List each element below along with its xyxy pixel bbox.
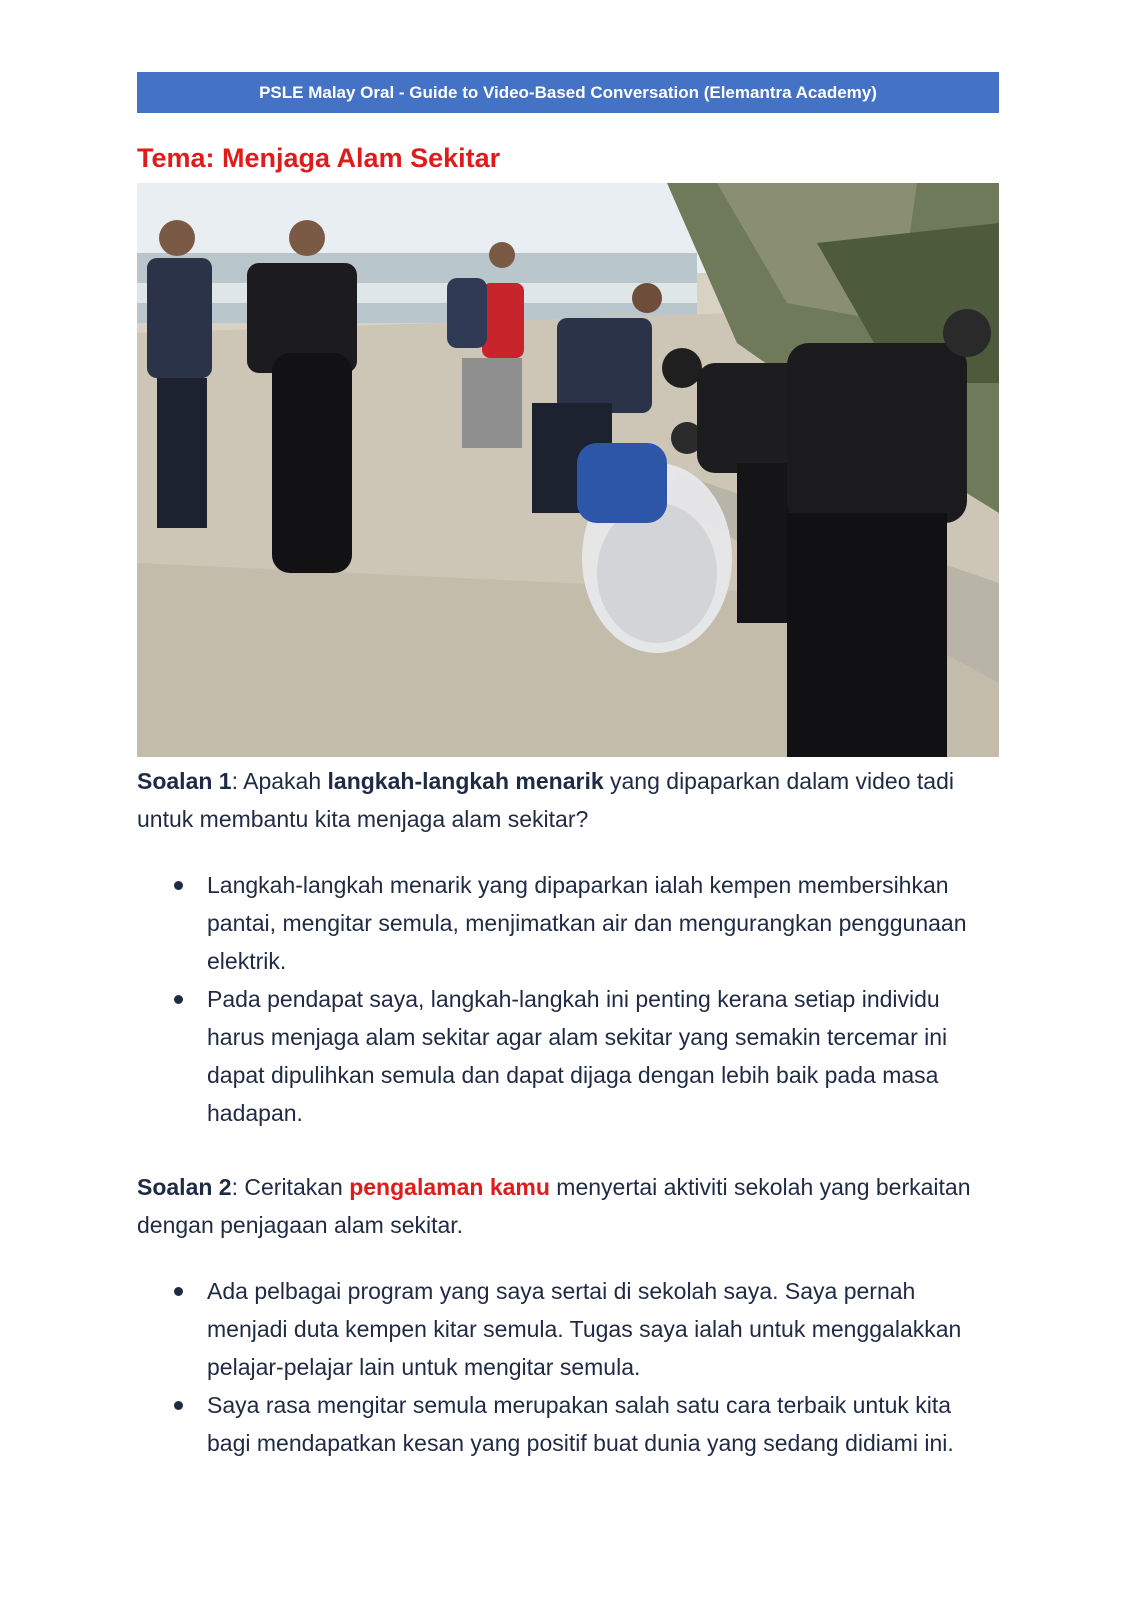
list-item: Saya rasa mengitar semula merupakan salah satu cara terbaik untuk kita bagi mendapatkan kesan yang positif buat dunia yang sedang didiami ini.: [137, 1386, 999, 1462]
document-page: [137, 0, 999, 1600]
question-2-after: menyertai aktiviti sekolah yang berkaitan dengan penjagaan alam sekitar.: [137, 1174, 971, 1238]
question-1-keyword: langkah-langkah menarik: [327, 768, 604, 794]
header-bar: [137, 72, 999, 113]
question-1-before: : Apakah: [231, 768, 328, 794]
list-item: Ada pelbagai program yang saya sertai di sekolah saya. Saya pernah menjadi duta kempen kitar semula. Tugas saya ialah untuk menggalakkan pelajar-pelajar lain untuk mengitar semula.: [137, 1272, 999, 1386]
question-1-label: Soalan 1: [137, 768, 232, 794]
bullet-icon: [174, 1401, 183, 1410]
list-item: Pada pendapat saya, langkah-langkah ini penting kerana setiap individu harus menjaga alam sekitar agar alam sekitar yang semakin tercemar ini dapat dipulihkan semula dan dapat dijaga dengan lebih baik pada masa hadapan.: [137, 980, 999, 1132]
question-2: [137, 1168, 999, 1244]
bullet-icon: [174, 881, 183, 890]
list-item: Langkah-langkah menarik yang dipaparkan ialah kempen membersihkan pantai, mengitar semula, menjimatkan air dan mengurangkan penggunaan elektrik.: [137, 866, 999, 980]
bullet-icon: [174, 1287, 183, 1296]
question-1: [137, 762, 999, 838]
question-2-keyword: pengalaman kamu: [349, 1174, 550, 1200]
header-title: PSLE Malay Oral - Guide to Video-Based Conversation (Elemantra Academy): [259, 82, 877, 102]
answers-2-list: [137, 1272, 999, 1462]
question-2-before: : Ceritakan: [231, 1174, 350, 1200]
question-2-label: Soalan 2: [137, 1174, 232, 1200]
beach-cleanup-photo: [137, 183, 999, 757]
question-1-after: yang dipaparkan dalam video tadi untuk membantu kita menjaga alam sekitar?: [137, 768, 954, 832]
answers-1-list: [137, 866, 999, 1132]
theme-title: Tema: Menjaga Alam Sekitar: [137, 143, 501, 173]
bullet-icon: [174, 995, 183, 1004]
